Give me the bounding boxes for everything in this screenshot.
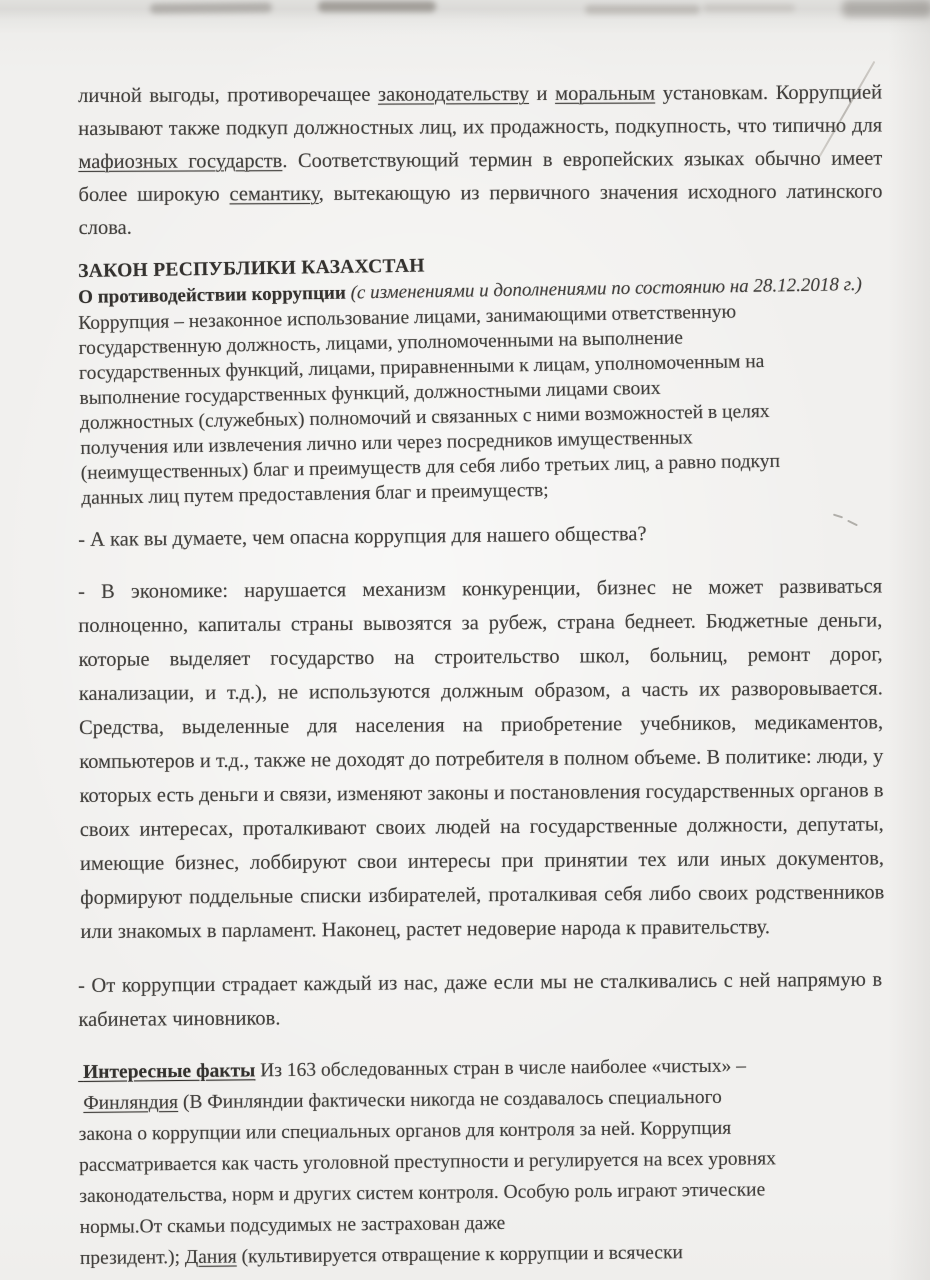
text-line: государственную должность, лицами, уполномоченными на выполнение <box>78 327 684 359</box>
text-run: - А как вы думаете, чем опасна коррупция для нашего общества? <box>78 523 647 551</box>
paragraph-impact <box>78 963 883 1037</box>
text-run: О противодействии коррупции <box>78 282 351 308</box>
text-run: семантику <box>229 182 319 206</box>
text-run: - В экономике: нарушается механизм конкуренции, бизнес не может развиваться полноценно, капиталы страны вывозятся за рубеж, страна беднеет. Бюджетные деньги, которые выделяет государство на строительство школ, больниц, ремонт дорог, канализации, и т.д.), не используются должным образом, а часть их разворовывается. Средства, выделенные для населения на приобретение учебников, медикаментов, компьютеров и т.д., также не доходят до потребителя в полном объеме. В политике: люди, у которых есть деньги и связи, изменяют законы и постановления государственных органов в своих интересах, проталкивают своих людей на государственные должности, депутаты, имеющие бизнес, лоббируют свои интересы при принятии тех или иных документов, формируют поддельные списки избирателей, проталкивая себя либо своих родственников или знакомых в парламент. Наконец, растет недоверие народа к правительству. <box>78 575 885 943</box>
text-run: (культивируется отвращение к коррупции и всячески <box>236 1242 684 1268</box>
text-line <box>80 1235 884 1274</box>
text-run: законодательства, норм и других систем контроля. Особую роль играют этические <box>79 1179 766 1207</box>
text-run: законодательству <box>377 83 529 106</box>
text-run: моральным <box>555 82 656 105</box>
paragraph-law-definition <box>78 297 885 511</box>
text-run: закона о коррупции или специальных органов для контроля за ней. Коррупция <box>78 1117 732 1145</box>
text-run: установкам. Коррупцией называют также подкуп должностных лиц, их продажность, подкупность, что типично для <box>78 81 883 140</box>
text-run: Финляндия <box>83 1092 179 1114</box>
text-run: и <box>528 82 556 106</box>
text-run: . Соответствующий термин в европейских языках обычно имеет более широкую <box>78 147 883 206</box>
text-line: Коррупция – незаконное использование лицами, занимающими ответственную <box>78 301 737 334</box>
text-line: государственных функций, лицами, приравненными к лицам, уполномоченным на <box>78 351 765 384</box>
text-line: (неимущественных) благ и преимуществ для себя либо третьих лиц, а равно подкуп <box>80 450 781 484</box>
text-run: Интересные факты <box>78 1060 256 1083</box>
text-run: мафиозных государств <box>78 150 283 173</box>
document-text <box>78 80 885 1274</box>
paragraph-interesting-facts <box>78 1049 884 1274</box>
scan-smudge <box>585 5 700 14</box>
text-run: личной выгоды, противоречащее <box>78 83 379 107</box>
text-run: (В Финляндии фактически никогда не создавалось специального <box>177 1086 722 1114</box>
text-line: получения или извлечения лично или через посредников имущественных <box>80 427 693 459</box>
scan-smudge <box>703 4 795 12</box>
scan-smudge <box>150 2 272 13</box>
text-run: (с изменениями и дополнениями по состоянию на 28.12.2018 г.) <box>350 274 863 304</box>
text-run: - От коррупции страдает каждый из нас, даже если мы не сталкивались с ней напрямую в кабинетах чиновников. <box>78 968 883 1031</box>
scan-smudge <box>318 1 436 12</box>
text-line: выполнение государственных функций, должностными лицами своих <box>79 377 661 409</box>
text-run: , вытекающую из первичного значения исходного латинского слова. <box>78 180 883 239</box>
text-run: Из 163 обследованных стран в числе наиболее «чистых» – <box>255 1055 747 1082</box>
text-run: нормы.От скамьи подсудимых не застрахован даже <box>79 1212 506 1238</box>
scan-edge-shadow-right <box>888 0 930 1280</box>
text-run: ЗАКОН РЕСПУБЛИКИ КАЗАХСТАН <box>78 255 425 282</box>
text-line: данных лиц путем предоставления благ и преимуществ; <box>81 479 549 509</box>
text-run: рассматривается как часть уголовной преступности и регулируется на всех уровнях <box>78 1148 777 1176</box>
paragraph-intro <box>78 76 883 245</box>
text-run: президент.); <box>79 1246 185 1269</box>
text-run: Дания <box>184 1246 237 1268</box>
text-line: должностных (служебных) полномочий и связанных с ними возможностей в целях <box>79 400 770 434</box>
paragraph-question <box>78 519 882 553</box>
paragraph-economy-politics <box>78 569 885 949</box>
